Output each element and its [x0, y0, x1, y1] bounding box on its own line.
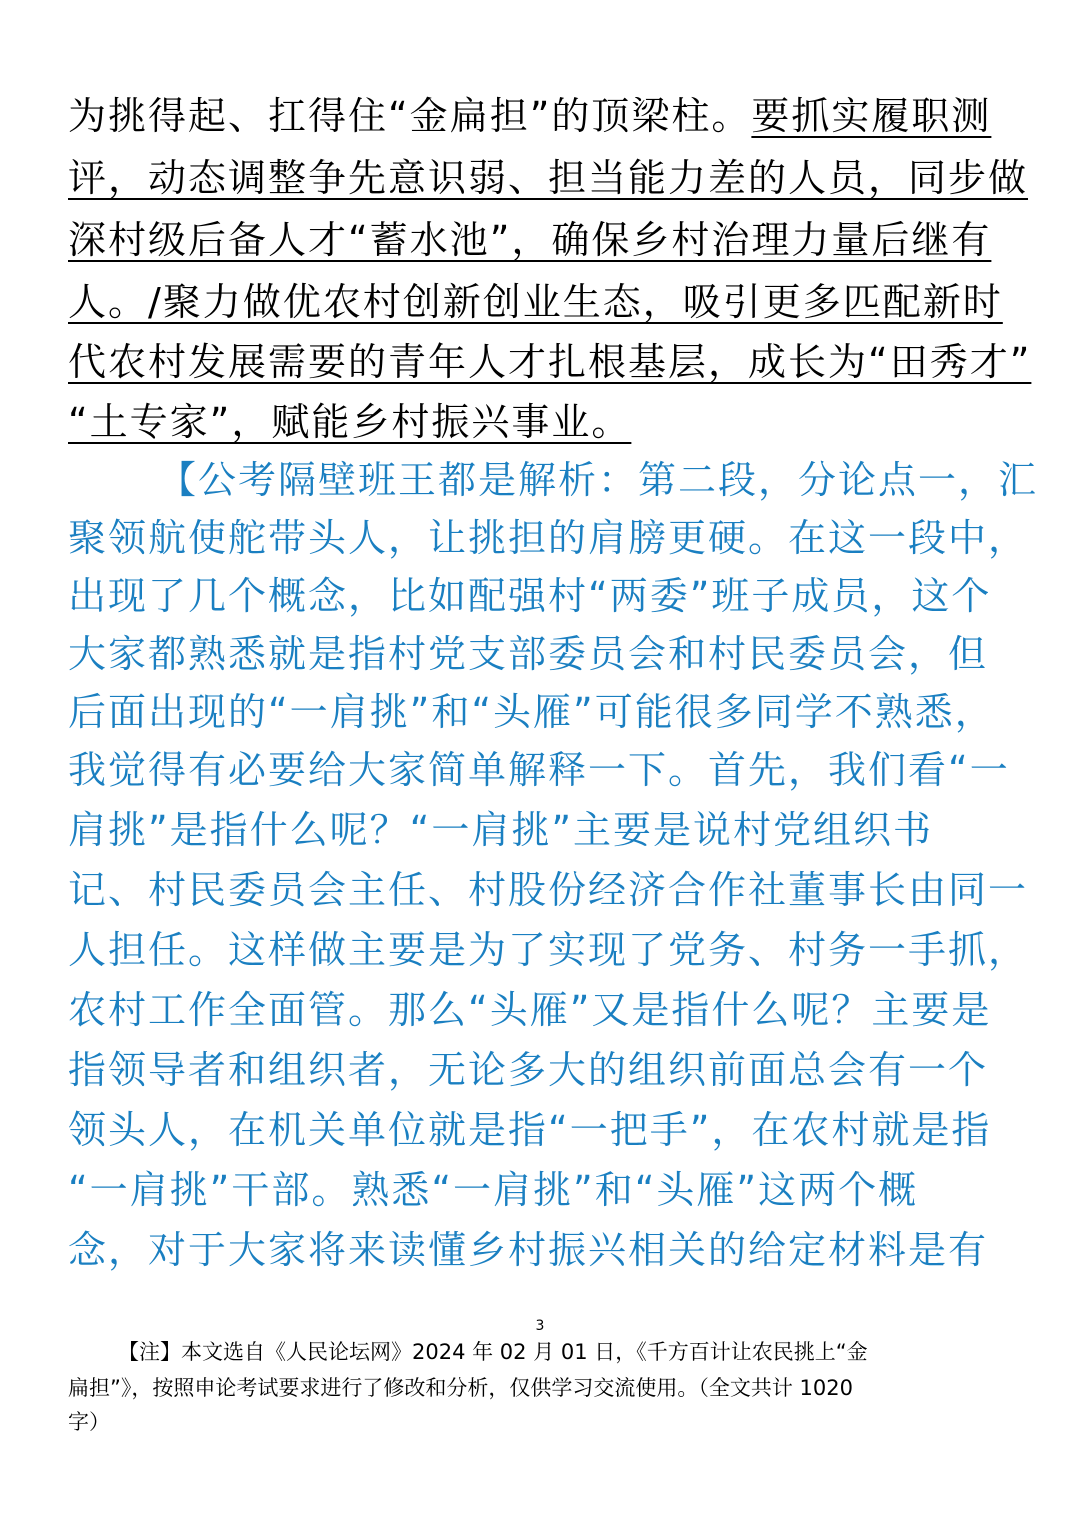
- analysis-line-7: 肩挑”是指什么呢？“一肩挑”主要是说村党组织书: [68, 808, 934, 852]
- body-line-5: 代农村发展需要的青年人才扎根基层，成长为“田秀才”: [68, 340, 1032, 384]
- body-line-3: 深村级后备人才“蓄水池”，确保乡村治理力量后继有: [68, 218, 992, 262]
- body-line-1: [68, 92, 991, 140]
- analysis-line-8: 记、村民委员会主任、村股份经济合作社董事长由同一: [68, 868, 1029, 912]
- body-line-1-plain: 为挑得起、扛得住“金扁担”的顶梁柱。: [68, 94, 752, 138]
- analysis-line-5: 后面出现的“一肩挑”和“头雁”可能很多同学不熟悉，: [68, 690, 995, 734]
- body-line-1-underlined: 要抓实履职测: [751, 94, 992, 138]
- body-line-4: 人。/聚力做优农村创新创业生态，吸引更多匹配新时: [68, 280, 1003, 324]
- analysis-line-1: 【公考隔壁班王都是解析：第二段，分论点一，汇: [158, 458, 1039, 502]
- analysis-line-3: 出现了几个概念，比如配强村“两委”班子成员，这个: [68, 574, 992, 618]
- body-line-2: 评，动态调整争先意识弱、担当能力差的人员，同步做: [68, 156, 1029, 200]
- analysis-line-6: 我觉得有必要给大家简单解释一下。首先，我们看“一: [68, 748, 1010, 792]
- footer-note-line-1: 【注】本文选自《人民论坛网》2024 年 02 月 01 日，《千方百计让农民挑上“金: [118, 1340, 868, 1364]
- analysis-line-2: 聚领航使舵带头人，让挑担的肩膀更硬。在这一段中，: [68, 516, 1029, 560]
- analysis-line-14: 念，对于大家将来读懂乡村振兴相关的给定材料是有: [68, 1228, 989, 1272]
- page-number: 3: [535, 1318, 545, 1334]
- analysis-line-9: 人担任。这样做主要是为了实现了党务、村务一手抓，: [68, 928, 1029, 972]
- analysis-line-4: 大家都熟悉就是指村党支部委员会和村民委员会，但: [68, 632, 989, 676]
- footer-note-line-3: 字）: [68, 1410, 110, 1434]
- analysis-line-11: 指领导者和组织者，无论多大的组织前面总会有一个: [68, 1048, 989, 1092]
- analysis-line-10: 农村工作全面管。那么“头雁”又是指什么呢？主要是: [68, 988, 992, 1032]
- analysis-line-13: “一肩挑”干部。熟悉“一肩挑”和“头雁”这两个概: [68, 1168, 919, 1212]
- footer-note-line-2: 扁担”》，按照申论考试要求进行了修改和分析，仅供学习交流使用。（全文共计 1020: [68, 1376, 853, 1400]
- body-line-6: “土专家”，赋能乡村振兴事业。: [68, 400, 632, 444]
- analysis-line-12: 领头人，在机关单位就是指“一把手”，在农村就是指: [68, 1108, 992, 1152]
